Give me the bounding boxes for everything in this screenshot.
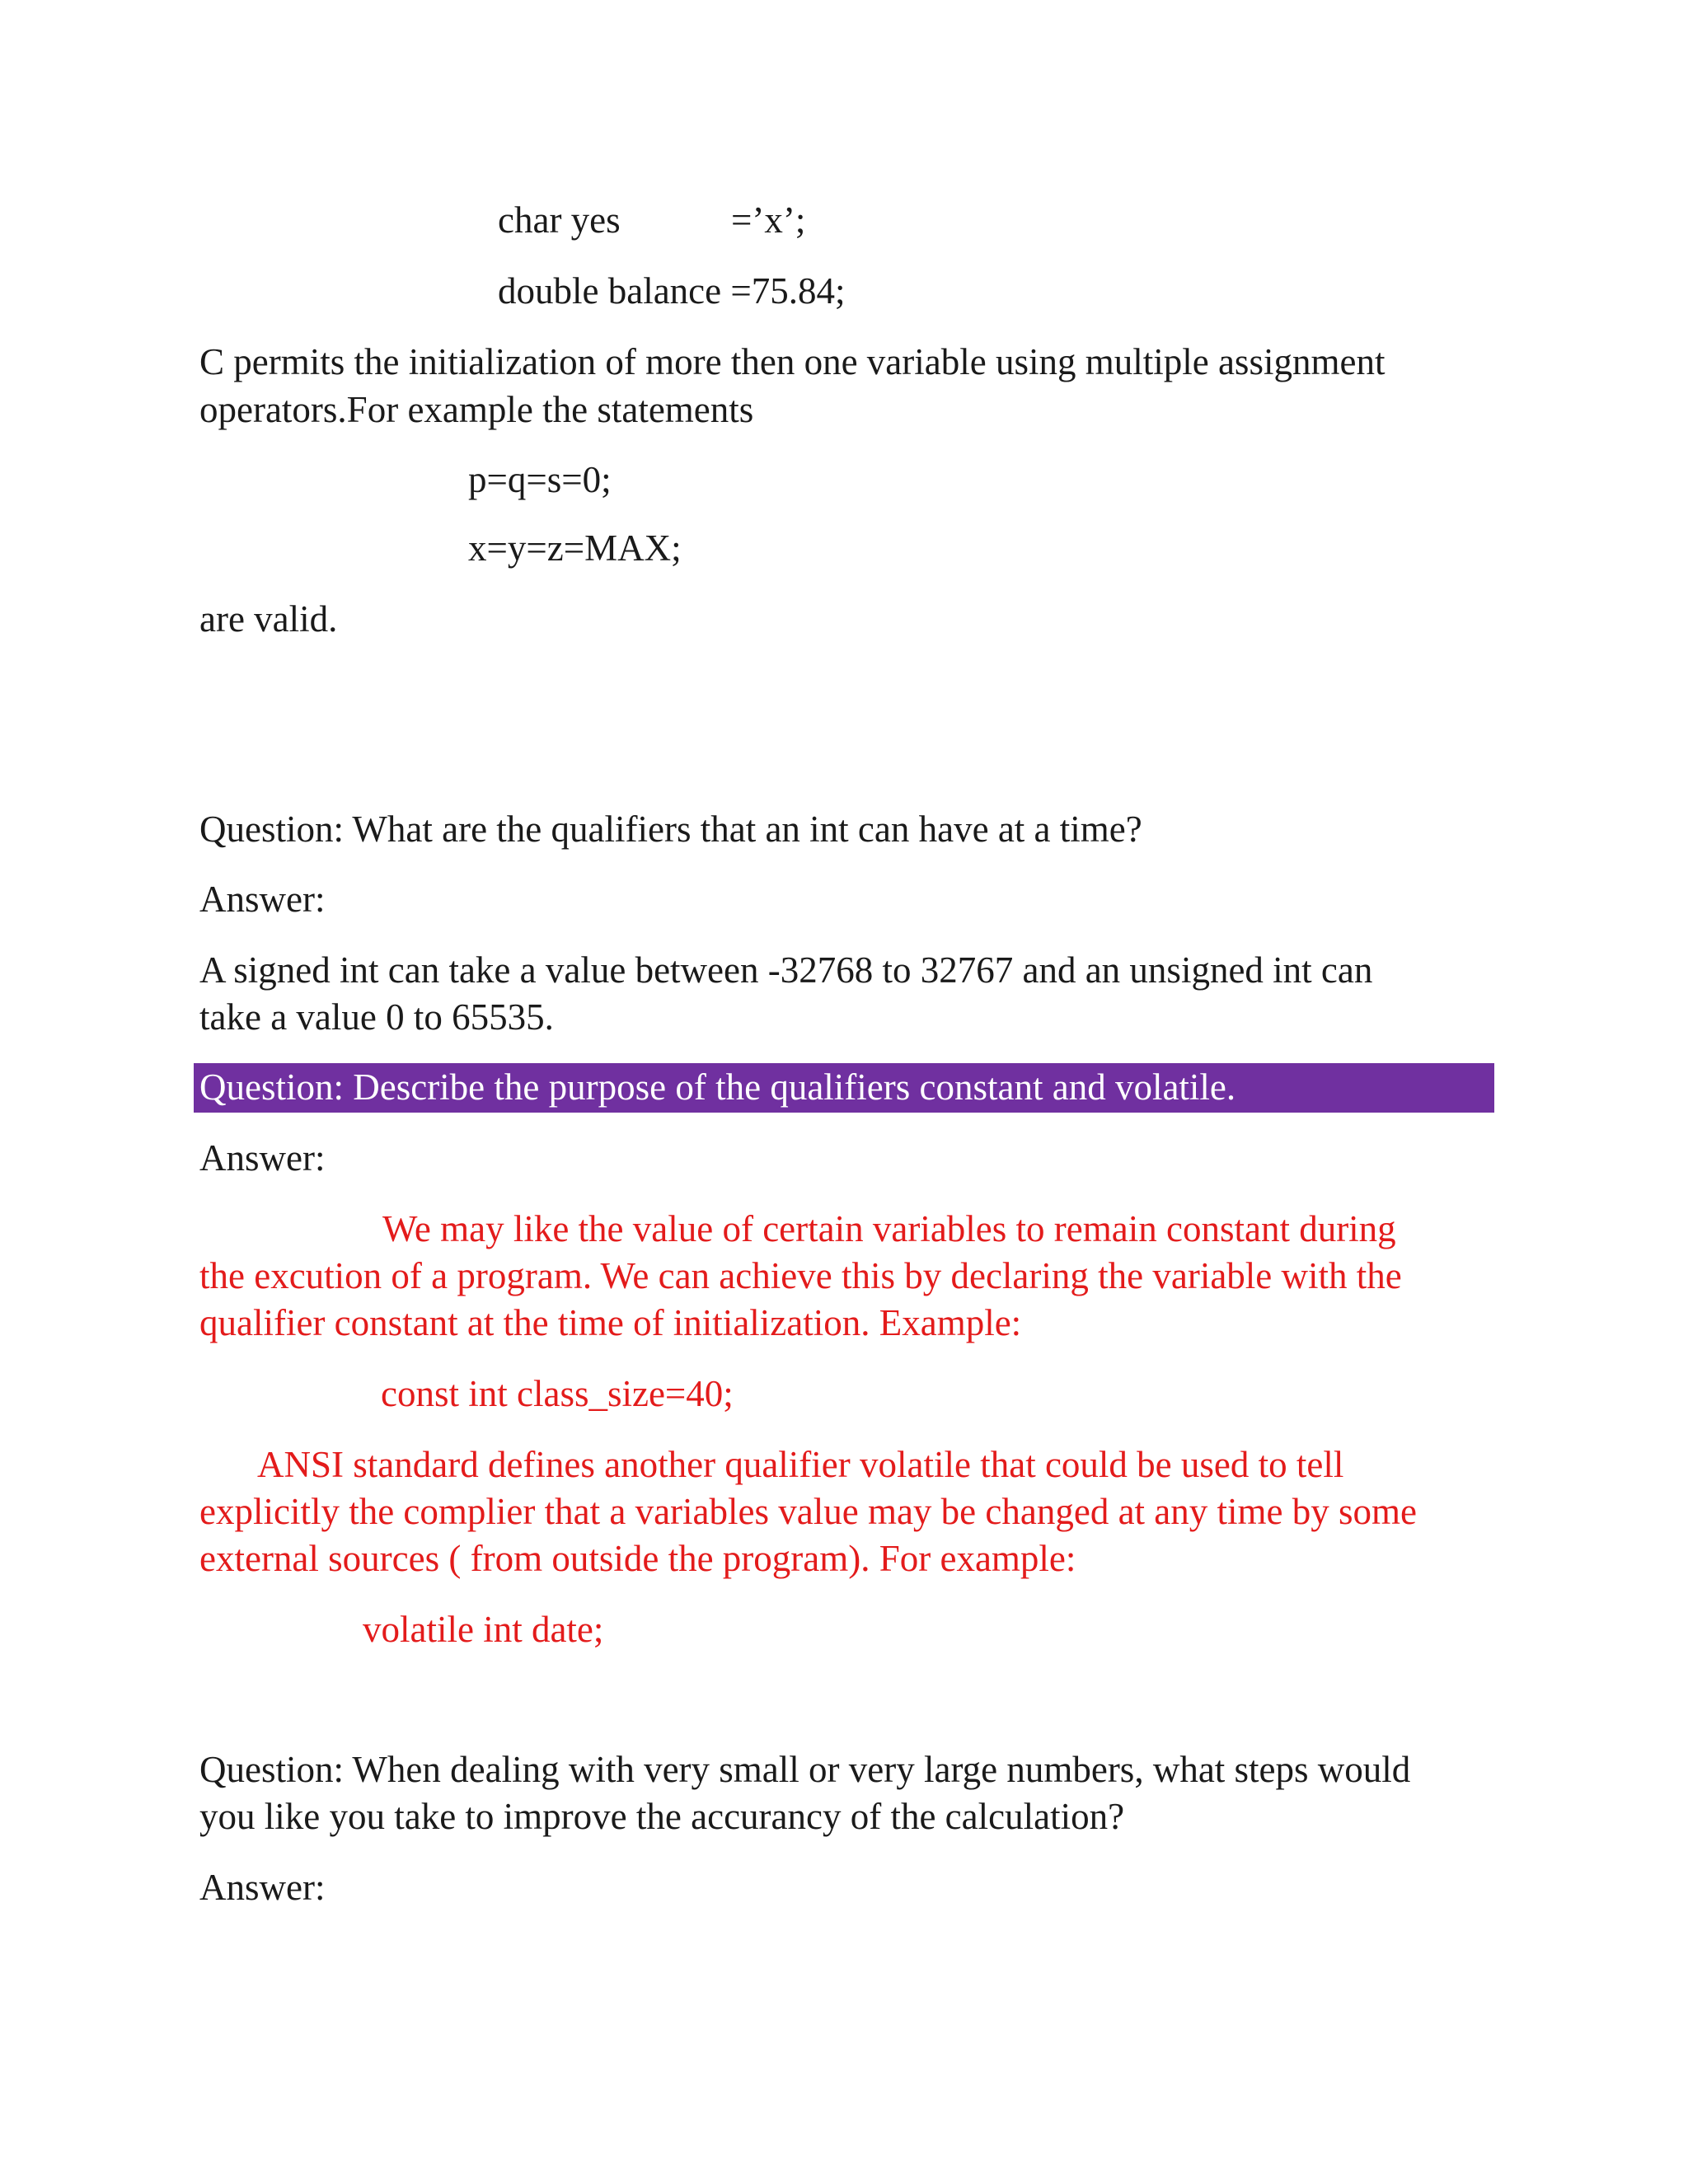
code-line-char-yes bbox=[498, 196, 621, 244]
paragraph-line: operators.For example the statements bbox=[199, 389, 754, 430]
code-line: const int class_size=40; bbox=[381, 1373, 734, 1414]
answer-line: We may like the value of certain variables to remain constant during bbox=[382, 1208, 1396, 1249]
answer-line: explicitly the complier that a variables value may be changed at any time by some bbox=[199, 1491, 1417, 1532]
code-text: char yes bbox=[498, 199, 621, 241]
question-heading: Question: When dealing with very small or very large numbers, what steps would bbox=[199, 1749, 1411, 1790]
code-line: x=y=z=MAX; bbox=[468, 527, 682, 569]
code-text: =’x’; bbox=[731, 199, 806, 241]
paragraph-line: C permits the initialization of more then one variable using multiple assignment bbox=[199, 341, 1386, 382]
answer-line: ANSI standard defines another qualifier volatile that could be used to tell bbox=[257, 1444, 1344, 1485]
code-line-double-balance bbox=[498, 267, 846, 315]
answer-line: A signed int can take a value between -32768 to 32767 and an unsigned int can bbox=[199, 949, 1373, 991]
code-line-char-yes-value bbox=[731, 196, 805, 244]
answer-label: Answer: bbox=[199, 1867, 326, 1908]
answer-label: Answer: bbox=[199, 1137, 326, 1179]
answer-line: qualifier constant at the time of initialization. Example: bbox=[199, 1302, 1022, 1343]
question-heading: Question: What are the qualifiers that an int can have at a time? bbox=[199, 808, 1142, 850]
answer-line: the excution of a program. We can achieve this by declaring the variable with the bbox=[199, 1255, 1402, 1296]
question-heading-highlighted: Question: Describe the purpose of the qualifiers constant and volatile. bbox=[199, 1066, 1236, 1108]
answer-line: external sources ( from outside the program). For example: bbox=[199, 1538, 1076, 1579]
code-text: double balance =75.84; bbox=[498, 270, 846, 312]
answer-line: take a value 0 to 65535. bbox=[199, 996, 554, 1038]
code-line: p=q=s=0; bbox=[468, 459, 612, 500]
paragraph-line: are valid. bbox=[199, 598, 338, 640]
question-heading: you like you take to improve the accurancy of the calculation? bbox=[199, 1796, 1125, 1837]
code-line: volatile int date; bbox=[363, 1609, 604, 1650]
answer-label: Answer: bbox=[199, 879, 326, 920]
